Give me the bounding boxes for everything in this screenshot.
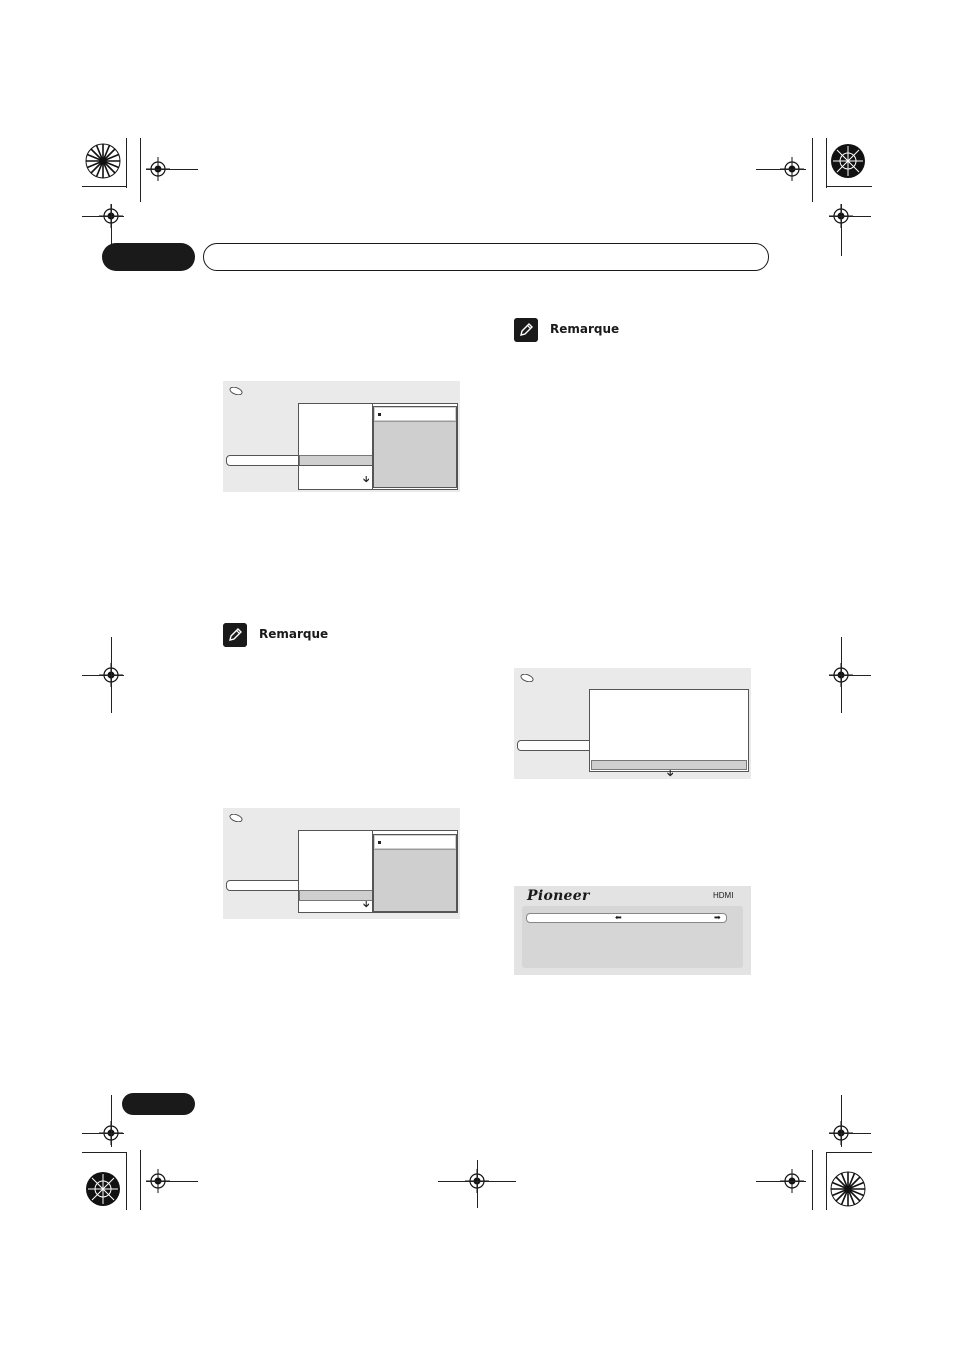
- crop-line: [82, 1133, 124, 1134]
- crop-line: [826, 1152, 872, 1153]
- divider: [374, 849, 456, 850]
- crop-line: [756, 1181, 806, 1182]
- crop-line: [146, 169, 198, 170]
- crop-line: [841, 204, 842, 256]
- crop-line: [826, 1152, 827, 1210]
- menu-category-tab[interactable]: [226, 455, 300, 466]
- crop-line: [82, 675, 124, 676]
- pencil-icon: [223, 623, 247, 647]
- bullet-icon: [378, 413, 381, 416]
- header-bar: [203, 243, 769, 271]
- crop-line: [140, 1150, 141, 1210]
- menu-list-panel: [589, 689, 749, 772]
- starburst-mark-icon: [830, 143, 866, 179]
- crop-line: [826, 186, 872, 187]
- crop-line: [826, 138, 827, 188]
- menu-category-tab[interactable]: [517, 740, 591, 751]
- chapter-tab: [102, 243, 195, 271]
- bullet-icon: [378, 841, 381, 844]
- crop-line: [841, 1095, 842, 1147]
- menu-item-highlighted[interactable]: [299, 890, 373, 901]
- crop-line: [140, 138, 141, 202]
- pencil-icon: [514, 318, 538, 342]
- starburst-mark-icon: [830, 1171, 866, 1207]
- crop-line: [82, 186, 126, 187]
- note-label: Remarque: [550, 322, 620, 336]
- disc-icon: [520, 674, 534, 682]
- divider: [298, 465, 373, 466]
- crop-line: [829, 1133, 871, 1134]
- crop-line: [477, 1160, 478, 1208]
- disc-icon: [229, 387, 243, 395]
- crop-line: [812, 138, 813, 202]
- crop-line: [111, 1095, 112, 1147]
- options-panel: [373, 406, 457, 488]
- setup-menu-screen-3: [514, 668, 751, 779]
- note-label: Remarque: [259, 627, 329, 641]
- crop-line: [82, 1152, 126, 1153]
- crop-line: [146, 1181, 198, 1182]
- setup-menu-screen-2: [223, 808, 460, 919]
- crop-line: [126, 138, 127, 188]
- crop-line: [841, 637, 842, 713]
- arrow-right-icon[interactable]: ➡: [714, 913, 721, 922]
- note-heading-right: [514, 318, 654, 342]
- pioneer-logo: Pioneer: [527, 888, 590, 904]
- settings-panel: [522, 906, 743, 968]
- crop-line: [756, 169, 806, 170]
- option-selected[interactable]: [375, 408, 455, 420]
- note-heading-left: [223, 623, 363, 647]
- arrow-down-icon: 🡳: [363, 900, 370, 910]
- crop-line: [829, 675, 871, 676]
- crop-line: [111, 637, 112, 713]
- crop-line: [126, 1152, 127, 1210]
- divider: [374, 421, 456, 422]
- arrow-down-icon: 🡳: [667, 769, 674, 779]
- starburst-mark-icon: [85, 1171, 121, 1207]
- crop-line: [829, 216, 871, 217]
- setting-row[interactable]: [526, 913, 727, 923]
- starburst-mark-icon: [85, 143, 121, 179]
- mode-label: HDMI: [713, 891, 734, 900]
- page-number-tab: [122, 1093, 195, 1115]
- arrow-down-icon: 🡳: [363, 475, 370, 485]
- setup-menu-screen-1: [223, 381, 460, 492]
- crop-line: [812, 1150, 813, 1210]
- pioneer-hdmi-screen: [514, 886, 751, 975]
- disc-icon: [229, 814, 243, 822]
- menu-category-tab[interactable]: [226, 880, 300, 891]
- arrow-left-icon[interactable]: ⬅: [615, 913, 622, 922]
- crop-line: [82, 216, 124, 217]
- options-panel: [373, 834, 457, 912]
- option-selected[interactable]: [375, 836, 455, 848]
